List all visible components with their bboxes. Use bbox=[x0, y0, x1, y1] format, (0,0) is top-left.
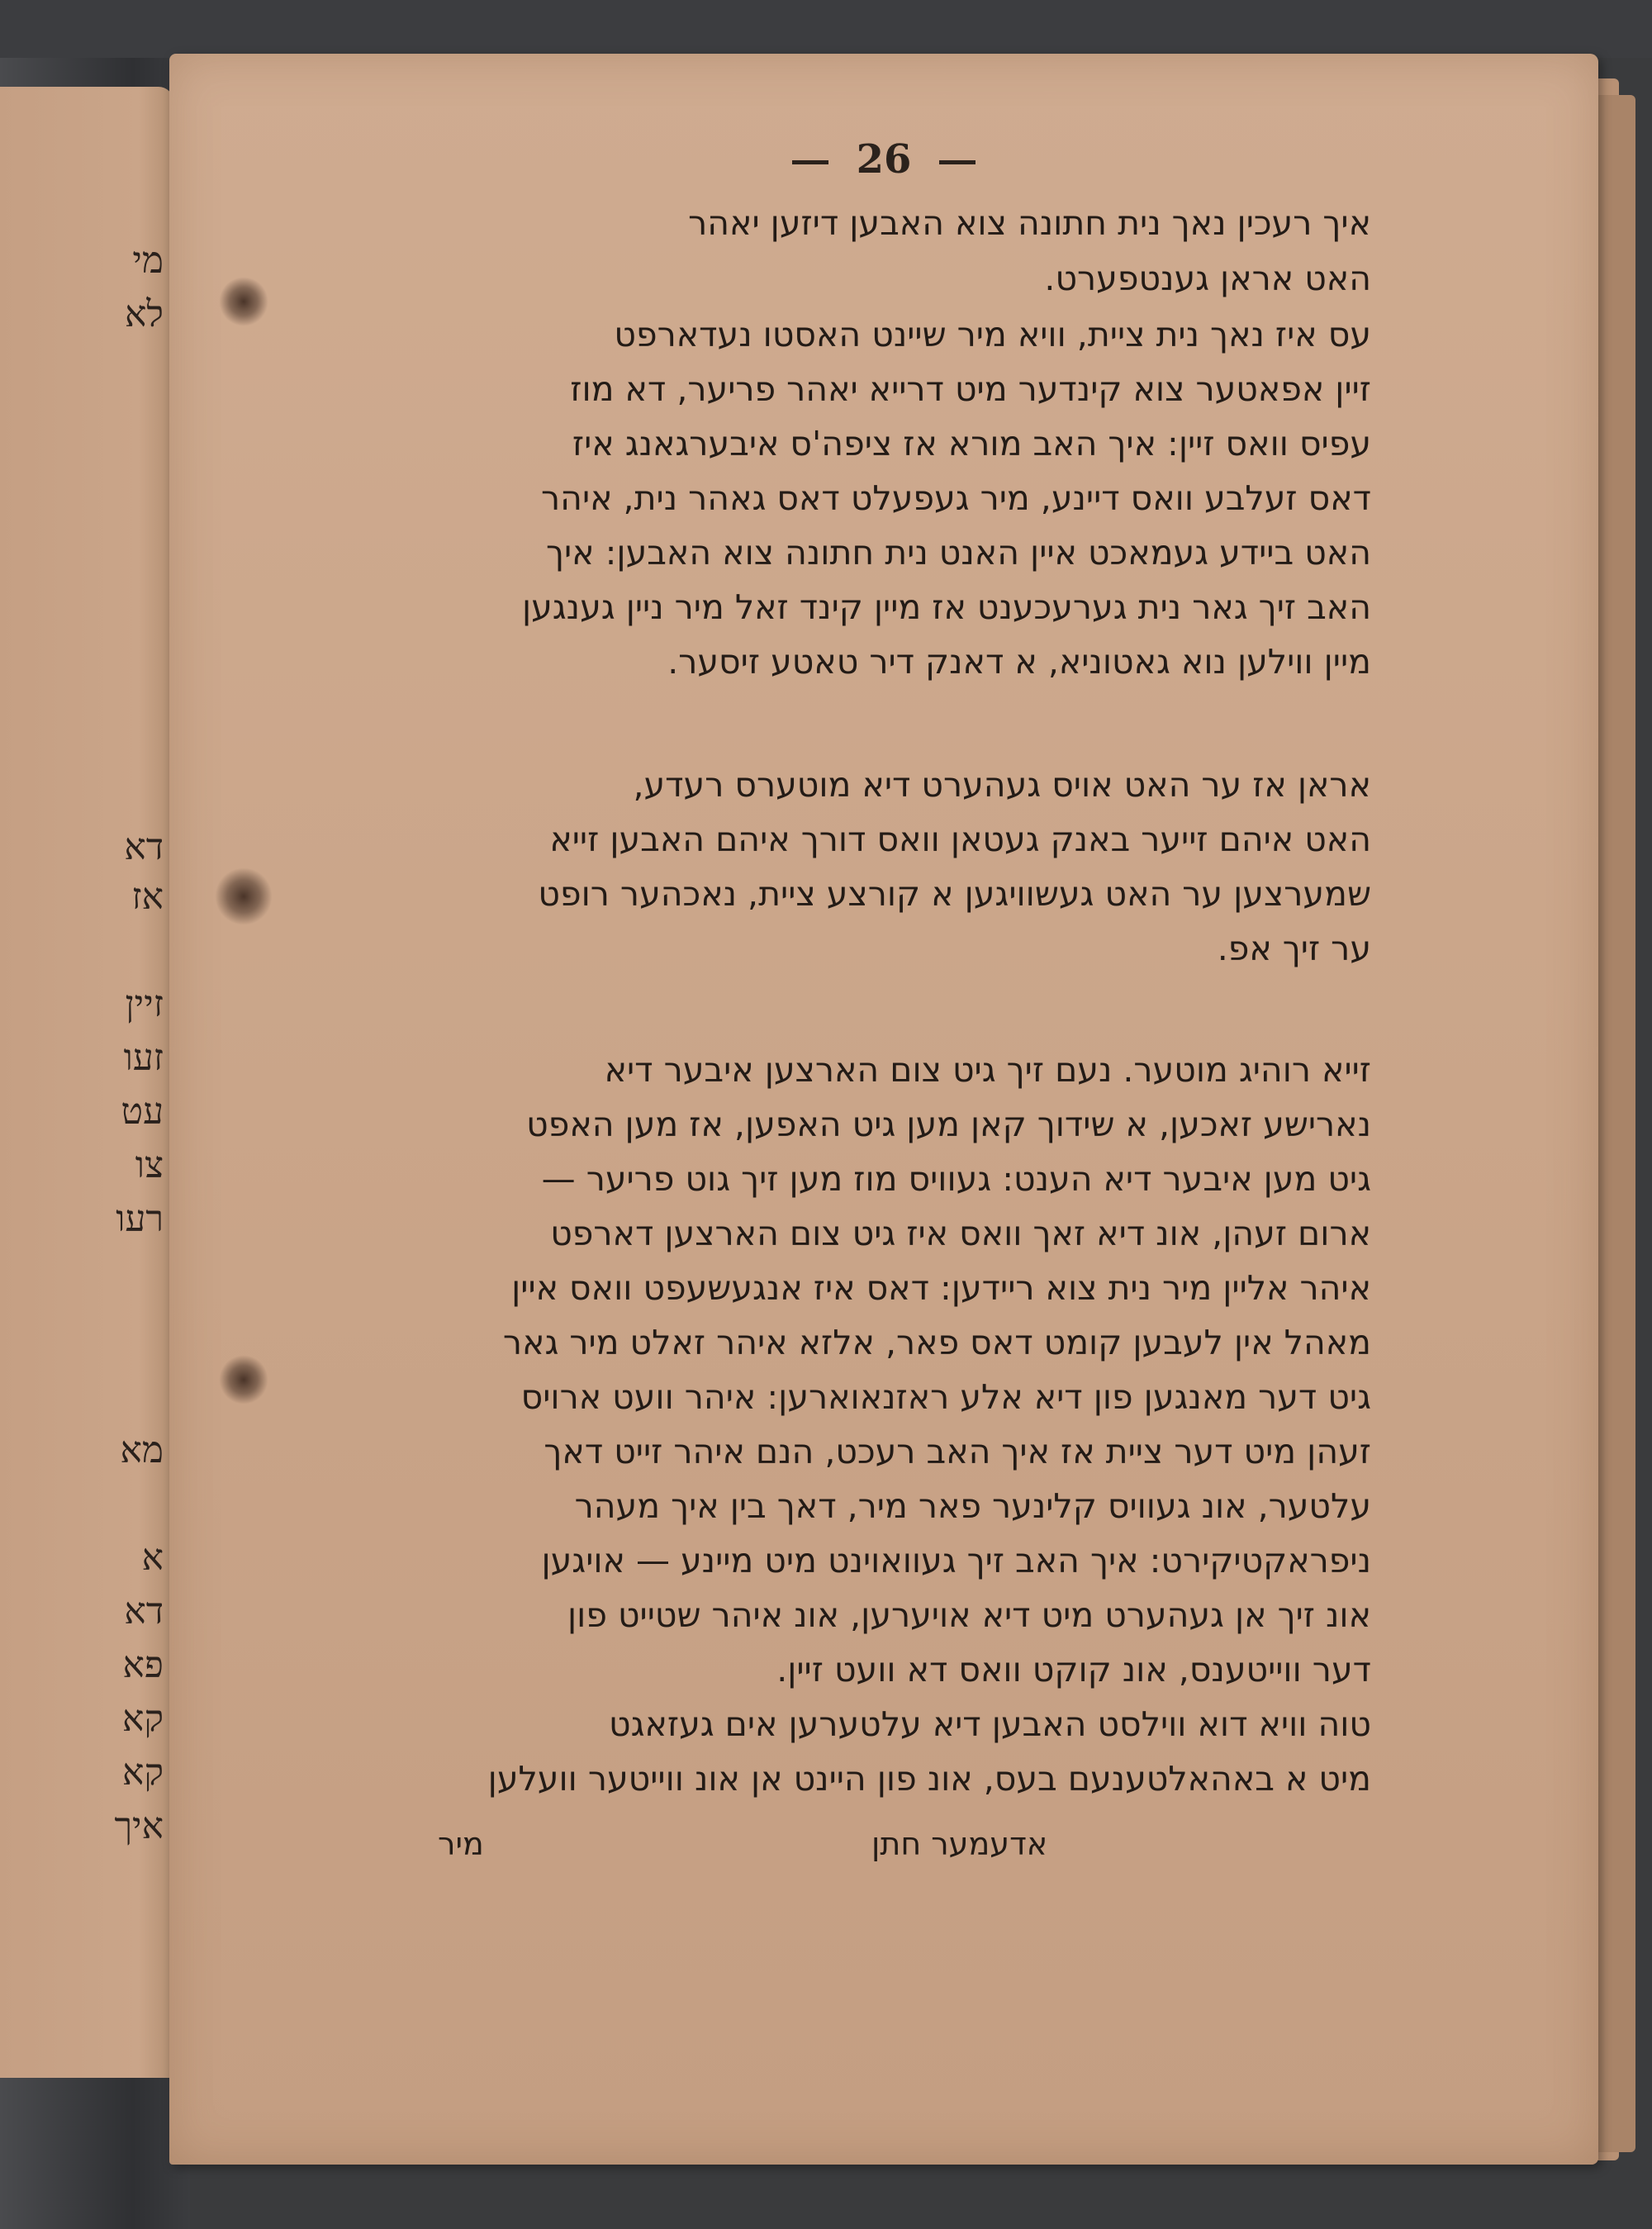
previous-page bbox=[0, 87, 173, 2078]
signature-right-word: מיר bbox=[438, 1826, 484, 1862]
previous-page-fragment: זעו bbox=[123, 1037, 164, 1079]
dash-ornament bbox=[939, 160, 976, 164]
text-line: דאס זעלבע וואס דיינע, מיר געפעלט דאס גאהר נית, איהר bbox=[541, 478, 1371, 518]
previous-page-fragment: רעו bbox=[116, 1198, 164, 1240]
text-line: ניפראקטיקירט: איך האב זיך געוואוינט מיט מיינע — אויגען bbox=[541, 1541, 1371, 1580]
text-line: האב זיך גאר נית גערעכענט אז מיין קינד זאל מיר ניין גענגען bbox=[521, 587, 1371, 627]
signature-name: אדעמער חתן bbox=[871, 1826, 1048, 1862]
text-line: עפיס וואס זיין: איך האב מורא אז ציפה'ס איבערגאנג איז bbox=[572, 424, 1371, 463]
text-line: עס איז נאך נית ציית, וויא מיר שיינט האסטו נעדארפט bbox=[614, 315, 1371, 354]
paper-stain bbox=[219, 277, 268, 326]
text-line: נארישע זאכען, א שידוך קאן מען גיט האפען, אז מען האפט bbox=[526, 1105, 1371, 1144]
text-line: מיט א באהאלטענעם בעס, אונ פון היינט אן אונ ווייטער וועלען bbox=[487, 1759, 1371, 1799]
previous-page-fragment: לא bbox=[125, 293, 164, 335]
previous-page-fragment: מא bbox=[120, 1429, 164, 1471]
previous-page-fragment: דא bbox=[124, 826, 164, 868]
previous-page-fragment: א bbox=[141, 1537, 164, 1579]
previous-page-fragment: עט bbox=[121, 1091, 164, 1133]
previous-page-fragment: מי bbox=[132, 240, 164, 282]
previous-page-fragment: קא bbox=[122, 1751, 164, 1794]
previous-page-fragment: קא bbox=[122, 1698, 164, 1740]
book-page bbox=[169, 54, 1598, 2165]
text-line: אונ זיך אן געהערט מיט דיא אויערען, אונ איהר שטייט פון bbox=[567, 1595, 1371, 1635]
text-line: מאהל אין לעבען קומט דאס פאר, אלזא איהר זאלט מיר גאר bbox=[502, 1323, 1371, 1362]
previous-page-fragment: פא bbox=[122, 1644, 164, 1686]
paper-stain bbox=[215, 867, 273, 925]
previous-page-fragment: צו bbox=[135, 1144, 164, 1186]
paper-stain bbox=[219, 1355, 268, 1404]
text-line: איך רעכין נאך נית חתונה צוא האבען דיזען יאהר bbox=[688, 203, 1371, 243]
previous-page-fragment: איך bbox=[114, 1805, 164, 1847]
page-number bbox=[169, 136, 1598, 183]
text-line: עלטער, אונ געוויס קלינער פאר מיר, דאך בין איך מעהר bbox=[574, 1486, 1371, 1526]
text-line: האט איהם זייער באנק געטאן וואס דורך איהם האבען זייא bbox=[549, 820, 1371, 859]
text-line: גיט מען איבער דיא הענט: געוויס מוז מען זיך גוט פריער — bbox=[541, 1159, 1371, 1199]
page-number-label: 26 bbox=[856, 136, 912, 183]
previous-page-fragment: זיין bbox=[125, 983, 164, 1025]
text-line: שמערצען ער האט געשוויגען א קורצע ציית, נאכהער רופט bbox=[538, 874, 1371, 914]
text-line: ער זיך אפ. bbox=[1217, 929, 1371, 968]
text-line: זעהן מיט דער ציית אז איך האב רעכט, הנם איהר זייט דאך bbox=[544, 1432, 1371, 1471]
text-line: אראן אז ער האט אויס געהערט דיא מוטערס רעדע, bbox=[633, 765, 1371, 805]
text-line: זיין אפאטער צוא קינדער מיט דרייא יאהר פריער, דא מוז bbox=[570, 369, 1371, 409]
text-line: ארום זעהן, אונ דיא זאך וואס איז גיט צום הארצען דארפט bbox=[550, 1214, 1371, 1253]
text-line: טוה וויא דוא ווילסט האבען דיא עלטערען אים געזאגט bbox=[608, 1704, 1371, 1744]
text-line: זייא רוהיג מוטער. נעם זיך גיט צום הארצען איבער דיא bbox=[604, 1050, 1371, 1090]
text-line: מיין ווילען נוא גאטוניא, א דאנק דיר טאטע זיסער. bbox=[667, 642, 1371, 682]
text-line: דער ווייטענס, אונ קוקט וואס דא וועט זיין. bbox=[776, 1650, 1371, 1690]
text-line: גיט דער מאנגען פון דיא אלע ראזנאוארען: איהר וועט ארויס bbox=[520, 1377, 1371, 1417]
text-line: איהר אליין מיר נית צוא ריידען: דאס איז אנגעשעפט וואס איין bbox=[511, 1268, 1371, 1308]
dash-ornament bbox=[792, 160, 828, 164]
background-strip bbox=[0, 0, 1652, 58]
text-line: האט ביידע געמאכט איין האנט נית חתונה צוא האבען: איך bbox=[545, 533, 1371, 573]
previous-page-fragment: אז bbox=[131, 876, 164, 918]
previous-page-fragment: דא bbox=[124, 1590, 164, 1633]
text-line: האט אראן גענטפערט. bbox=[1044, 259, 1371, 298]
